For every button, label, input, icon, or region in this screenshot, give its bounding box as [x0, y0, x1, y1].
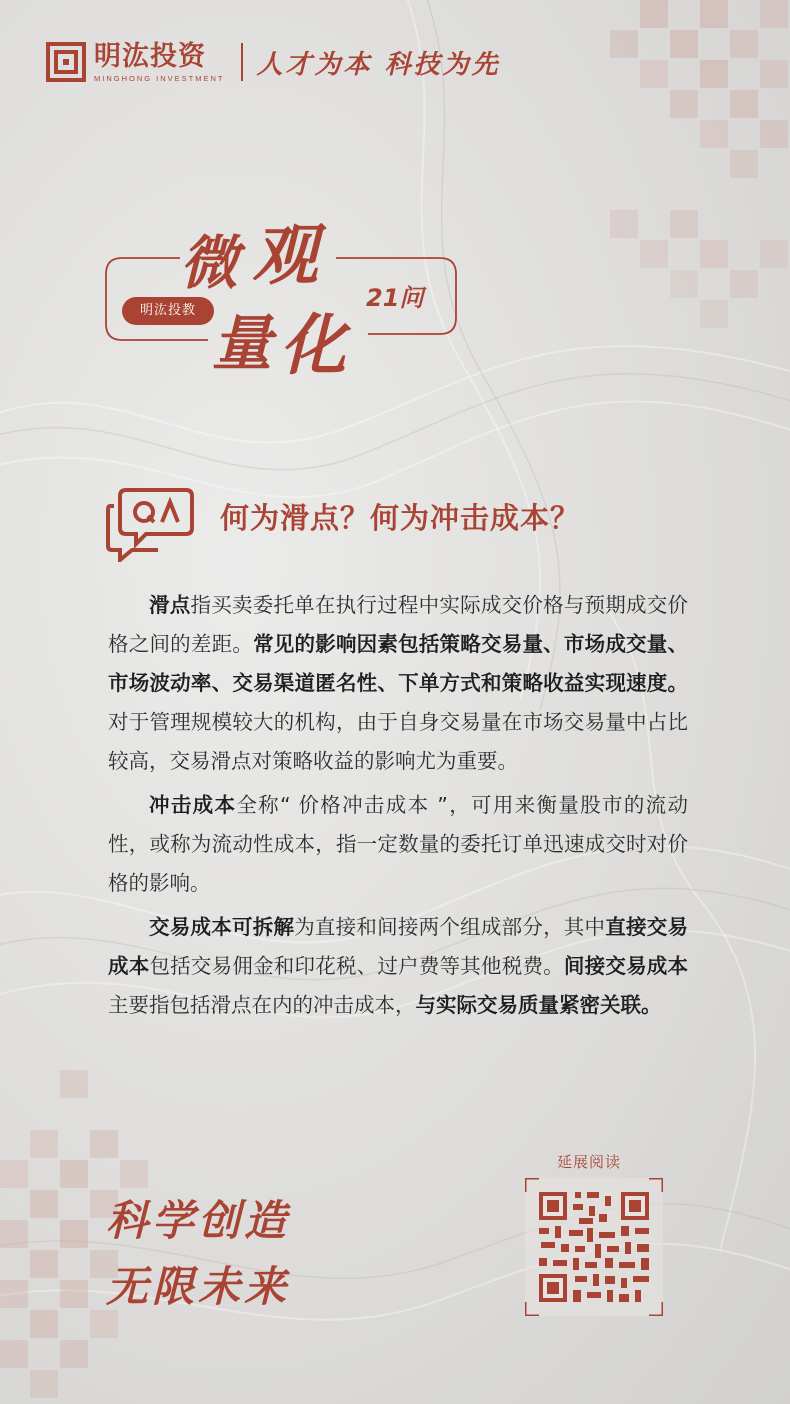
header-slogan: 人才为本 科技为先	[256, 49, 501, 80]
title-char-guan: 观	[252, 217, 318, 294]
term-impact-cost: 冲击成本	[149, 793, 237, 817]
footer-slogan	[106, 1188, 290, 1320]
emphasis-segment: 交易成本可拆解	[149, 915, 295, 939]
minghong-logo-icon	[46, 42, 86, 82]
qr-code-icon[interactable]	[525, 1178, 663, 1316]
series-title	[100, 200, 460, 384]
question-heading: 何为滑点？何为冲击成本？	[220, 501, 581, 535]
text-segment: 全称“ 价格冲击成本 ”，可用来衡量股市的流动性，或称为流动性成本，指一定数量的委托订单迅速成交时对价格的影响。	[108, 793, 689, 895]
qr-label: 延展阅读	[557, 1153, 622, 1171]
header-divider	[241, 43, 243, 81]
term-indirect-cost: 间接交易成本	[563, 954, 689, 978]
title-char-wei: 微	[180, 229, 239, 297]
question-number-badge: 21问	[366, 284, 424, 312]
term-slippage: 滑点	[149, 593, 191, 617]
term-direct-cost: 直接交易成本	[108, 915, 689, 978]
emphasis-segment: 常见的影响因素包括策略交易量、市场成交量、市场波动率、交易渠道匿名性、下单方式和策略收益实现速度。	[108, 632, 689, 695]
text-segment: 指买卖委托单在执行过程中实际成交价格与预期成交价格之间的差距。	[108, 593, 689, 656]
header	[46, 38, 501, 86]
footer-slogan-line2: 无限未来	[106, 1262, 291, 1311]
title-char-liang: 量	[212, 309, 272, 379]
brand-name: 明汯投资	[94, 40, 206, 72]
title-char-hua: 化	[280, 307, 346, 384]
footer-slogan-line1: 科学创造	[106, 1196, 291, 1245]
text-segment: 对于管理规模较大的机构，由于自身交易量在市场交易量中占比较高，交易滑点对策略收益的影响尤为重要。	[108, 710, 688, 773]
paragraph-impact-cost	[108, 786, 688, 903]
text-segment: 主要指包括滑点在内的冲击成本，	[108, 993, 416, 1017]
emphasis-segment: 与实际交易质量紧密关联。	[415, 993, 662, 1017]
education-pill-badge: 明汯投教	[122, 297, 214, 325]
text-segment: 包括交易佣金和印花税、过户费等其他税费。	[149, 954, 564, 978]
qa-chat-icon	[106, 484, 194, 562]
brand-name-english: MINGHONG INVESTMENT	[94, 73, 225, 83]
paragraph-transaction-cost	[108, 908, 688, 1025]
paragraph-slippage	[108, 586, 688, 781]
text-segment: 为直接和间接两个组成部分，其中	[294, 915, 606, 939]
article-body	[108, 586, 688, 1030]
